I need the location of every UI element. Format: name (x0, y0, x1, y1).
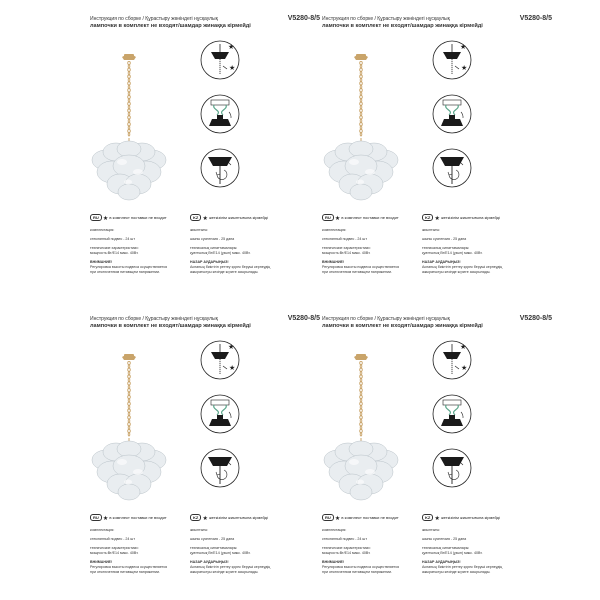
chandelier-illustration (316, 52, 406, 212)
header-title: Инструкция по сборке / Құрастыру жөніндегі нұсқаулық (322, 316, 450, 322)
ru-specs (322, 228, 418, 275)
kz-warning-heading: НАЗАР АУДАРЫҢЫЗ! (190, 260, 229, 264)
kz-kit-note (190, 514, 268, 522)
ru-items-heading: комплектация: (322, 228, 347, 232)
ru-power: мощность:Вт/Е14 макс. 40Вт. (90, 251, 139, 255)
ru-badge: RU (322, 514, 334, 521)
bulbs-note: лампочки в комплект не входят/шамдар жинаққа кірмейді (322, 23, 483, 29)
header-title: Инструкция по сборке / Құрастыру жөніндегі нұсқаулық (90, 316, 218, 322)
kz-power: қуаттылық Вт/Е14 (ұзын) макс. 40Вт. (190, 251, 251, 255)
ru-glass: стеклянный подвес - 24 шт (322, 537, 367, 541)
step-3-canopy-fix (432, 448, 472, 488)
svg-text:★: ★ (461, 64, 468, 72)
kz-specs-heading: техникалық сипаттамалары: (190, 546, 238, 550)
sheet-header (322, 316, 552, 330)
kz-specs-heading: техникалық сипаттамалары: (422, 546, 470, 550)
ru-kit-note (322, 514, 399, 522)
kz-warning-2: ажыратылуы кезінде жүзеге асырылады. (190, 570, 259, 574)
svg-text:★: ★ (228, 43, 235, 51)
star-icon: ★ (434, 516, 440, 522)
svg-text:★: ★ (229, 364, 236, 372)
kz-warning-2: ажыратылуы кезінде жүзеге асырылады. (422, 570, 491, 574)
svg-text:★: ★ (461, 364, 468, 372)
kz-kit-note (190, 214, 268, 222)
star-icon: ★ (334, 216, 341, 222)
svg-text:★: ★ (229, 64, 236, 72)
kz-specs (190, 228, 286, 275)
bulbs-note: лампочки в комплект не входят/шамдар жинаққа кірмейді (322, 323, 483, 329)
kz-specs-heading: техникалық сипаттамалары: (422, 246, 470, 250)
kz-glass: шыны суспензия - 25 дана (190, 537, 235, 541)
instruction-sheet-1 (84, 16, 322, 278)
header-title: Инструкция по сборке / Құрастыру жөніндегі нұсқаулық (90, 16, 218, 22)
ru-warning-1: Регулировка высоты подвеса осуществляется (90, 565, 168, 569)
star-icon: ★ (102, 216, 109, 222)
kz-specs (422, 528, 518, 575)
star-icon: ★ (202, 216, 208, 222)
step-3-canopy-fix (200, 448, 240, 488)
ru-specs (90, 228, 186, 275)
sheet-header (322, 16, 552, 30)
star-icon: ★ (102, 516, 109, 522)
model-number: V5280-8/5 (519, 15, 552, 22)
model-number: V5280-8/5 (519, 315, 552, 322)
ru-items-heading: комплектация: (322, 528, 347, 532)
ru-badge: RU (90, 214, 102, 221)
step-2-wiring (200, 394, 240, 434)
ru-items-heading: комплектация: (90, 228, 115, 232)
step-3-canopy-fix (432, 148, 472, 188)
ru-kit-note (322, 214, 399, 222)
kz-items-heading: жиынтығы: (190, 228, 209, 232)
svg-text:★: ★ (228, 343, 235, 351)
ru-warning-2: при отключенном питающем напряжении. (322, 270, 393, 274)
ru-specs-heading: технические характеристики: (90, 246, 139, 250)
sheet-header (90, 16, 320, 30)
ru-warning-1: Регулировка высоты подвеса осуществляется (90, 265, 168, 269)
step-1-canopy-mount (200, 340, 240, 380)
ru-warning-heading: ВНИМАНИЕ! (322, 260, 345, 264)
ru-specs (322, 528, 418, 575)
ru-power: мощность:Вт/Е14 макс. 40Вт. (90, 551, 139, 555)
kz-warning-heading: НАЗАР АУДАРЫҢЫЗ! (422, 260, 461, 264)
kz-power: қуаттылық Вт/Е14 (ұзын) макс. 40Вт. (190, 551, 251, 555)
kz-specs (190, 528, 286, 575)
kz-warning-heading: НАЗАР АУДАРЫҢЫЗ! (190, 560, 229, 564)
instruction-sheet-2 (316, 16, 554, 278)
ru-warning-1: Регулировка высоты подвеса осуществляется (322, 565, 400, 569)
step-2-wiring (432, 394, 472, 434)
svg-text:★: ★ (460, 343, 467, 351)
ru-warning-2: при отключенном питающем напряжении. (90, 270, 161, 274)
chandelier-illustration (84, 52, 174, 212)
instruction-sheet-3 (84, 316, 322, 578)
kz-warning-1: Аспаның биіктігін реттеу қорек беруші кернеудің (190, 565, 271, 569)
ru-in-kit-text: в комплект поставки не входит (109, 515, 167, 520)
kz-glass: шыны суспензия - 25 дана (422, 237, 467, 241)
step-1-canopy-mount (432, 340, 472, 380)
kz-glass: шыны суспензия - 25 дана (422, 537, 467, 541)
ru-kit-note (90, 214, 167, 222)
kz-warning-1: Аспаның биіктігін реттеу қорек беруші кернеудің (190, 265, 271, 269)
kz-power: қуаттылық Вт/Е14 (ұзын) макс. 40Вт. (422, 551, 483, 555)
ru-badge: RU (322, 214, 334, 221)
kz-items-heading: жиынтығы: (422, 228, 441, 232)
kz-badge: KZ (190, 214, 201, 221)
kz-warning-2: ажыратылуы кезінде жүзеге асырылады. (422, 270, 491, 274)
star-icon: ★ (202, 516, 208, 522)
star-icon: ★ (434, 216, 440, 222)
kz-kit-note (422, 514, 500, 522)
kz-badge: KZ (422, 214, 433, 221)
ru-warning-heading: ВНИМАНИЕ! (90, 560, 113, 564)
ru-in-kit-text: в комплект поставки не входит (341, 515, 399, 520)
kz-in-kit-text: жеткізілім жиынтығына кірмейді (208, 215, 268, 220)
kz-in-kit-text: жеткізілім жиынтығына кірмейді (440, 215, 500, 220)
kz-power: қуаттылық Вт/Е14 (ұзын) макс. 40Вт. (422, 251, 483, 255)
sheet-header (90, 316, 320, 330)
ru-in-kit-text: в комплект поставки не входит (109, 215, 167, 220)
step-3-canopy-fix (200, 148, 240, 188)
ru-power: мощность:Вт/Е14 макс. 40Вт. (322, 251, 371, 255)
ru-specs-heading: технические характеристики: (322, 246, 371, 250)
instruction-sheet-4 (316, 316, 554, 578)
chandelier-illustration (84, 352, 174, 512)
kz-items-heading: жиынтығы: (422, 528, 441, 532)
ru-power: мощность:Вт/Е14 макс. 40Вт. (322, 551, 371, 555)
ru-glass: стеклянный подвес - 24 шт (90, 237, 135, 241)
bulbs-note: лампочки в комплект не входят/шамдар жинаққа кірмейді (90, 323, 251, 329)
ru-badge: RU (90, 514, 102, 521)
kz-warning-2: ажыратылуы кезінде жүзеге асырылады. (190, 270, 259, 274)
kz-in-kit-text: жеткізілім жиынтығына кірмейді (208, 515, 268, 520)
model-number: V5280-8/5 (287, 315, 320, 322)
kz-items-heading: жиынтығы: (190, 528, 209, 532)
header-title: Инструкция по сборке / Құрастыру жөніндегі нұсқаулық (322, 16, 450, 22)
ru-items-heading: комплектация: (90, 528, 115, 532)
kz-warning-1: Аспаның биіктігін реттеу қорек беруші кернеудің (422, 265, 503, 269)
ru-specs (90, 528, 186, 575)
svg-text:★: ★ (460, 43, 467, 51)
step-2-wiring (432, 94, 472, 134)
kz-specs (422, 228, 518, 275)
ru-glass: стеклянный подвес - 24 шт (90, 537, 135, 541)
ru-warning-2: при отключенном питающем напряжении. (322, 570, 393, 574)
step-1-canopy-mount (200, 40, 240, 80)
kz-badge: KZ (190, 514, 201, 521)
kz-warning-heading: НАЗАР АУДАРЫҢЫЗ! (422, 560, 461, 564)
ru-warning-heading: ВНИМАНИЕ! (90, 260, 113, 264)
step-1-canopy-mount (432, 40, 472, 80)
kz-kit-note (422, 214, 500, 222)
ru-in-kit-text: в комплект поставки не входит (341, 215, 399, 220)
model-number: V5280-8/5 (287, 15, 320, 22)
kz-badge: KZ (422, 514, 433, 521)
ru-kit-note (90, 514, 167, 522)
ru-glass: стеклянный подвес - 24 шт (322, 237, 367, 241)
star-icon: ★ (334, 516, 341, 522)
kz-warning-1: Аспаның биіктігін реттеу қорек беруші кернеудің (422, 565, 503, 569)
ru-warning-2: при отключенном питающем напряжении. (90, 570, 161, 574)
chandelier-illustration (316, 352, 406, 512)
ru-warning-1: Регулировка высоты подвеса осуществляется (322, 265, 400, 269)
ru-warning-heading: ВНИМАНИЕ! (322, 560, 345, 564)
ru-specs-heading: технические характеристики: (322, 546, 371, 550)
kz-glass: шыны суспензия - 25 дана (190, 237, 235, 241)
bulbs-note: лампочки в комплект не входят/шамдар жинаққа кірмейді (90, 23, 251, 29)
step-2-wiring (200, 94, 240, 134)
kz-in-kit-text: жеткізілім жиынтығына кірмейді (440, 515, 500, 520)
ru-specs-heading: технические характеристики: (90, 546, 139, 550)
kz-specs-heading: техникалық сипаттамалары: (190, 246, 238, 250)
